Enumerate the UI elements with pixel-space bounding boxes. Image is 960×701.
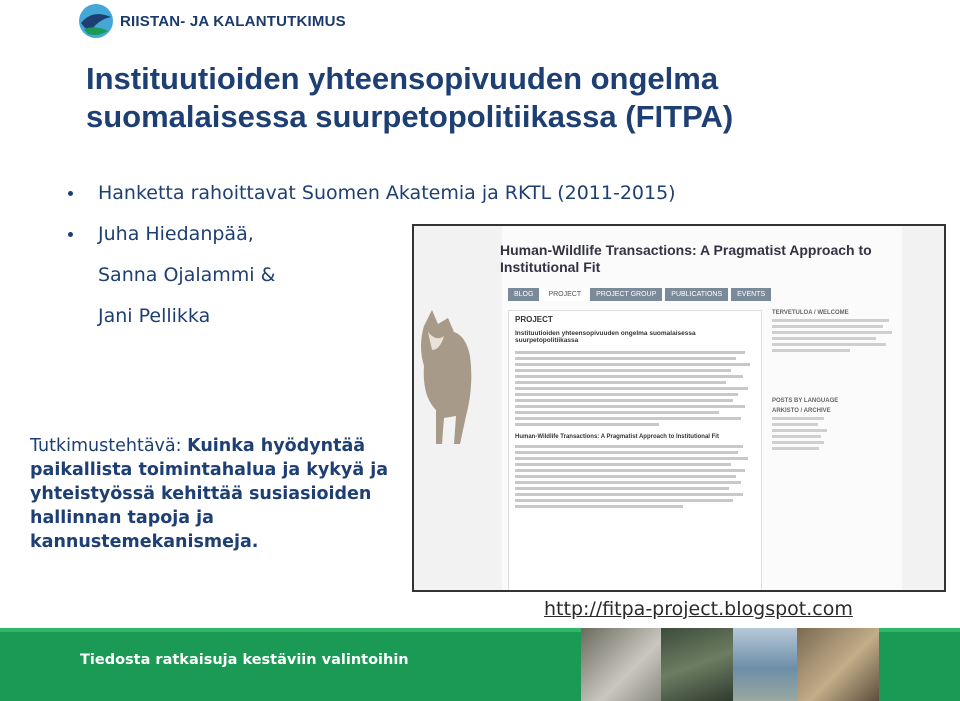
footer-tagline: Tiedosta ratkaisuja kestäviin valintoihin <box>80 652 409 668</box>
blog-screenshot <box>412 224 946 592</box>
post-section-en: Human-Wildlife Transactions: A Pragmatist Approach to Institutional Fit <box>515 434 719 440</box>
blog-title: Human-Wildlife Transactions: A Pragmatist Approach to Institutional Fit <box>500 242 872 275</box>
footer-photos <box>581 628 879 701</box>
project-url-link[interactable]: http://fitpa-project.blogspot.com <box>544 598 853 620</box>
task-line-1: Kuinka hyödyntää <box>187 436 366 456</box>
footer-bar <box>0 628 960 701</box>
org-name: RIISTAN- JA KALANTUTKIMUS <box>120 12 346 30</box>
bullet-funding: Hanketta rahoittavat Suomen Akatemia ja RKTL (2011-2015) <box>68 182 676 205</box>
title-line-2: suomalaisessa suurpetopolitiikassa (FITPA) <box>86 99 734 134</box>
post-body-fi <box>509 346 761 431</box>
research-task <box>30 434 410 554</box>
footer-photo-forest <box>661 628 733 701</box>
task-prefix: Tutkimustehtävä: <box>30 436 188 456</box>
side-welcome-text <box>772 319 902 352</box>
blog-post <box>508 310 762 592</box>
org-logo <box>78 2 346 40</box>
footer-photo-fish <box>733 628 797 701</box>
post-title: Instituutioiden yhteensopivuuden ongelma suomalaisessa suurpetopolitiikassa <box>515 330 696 344</box>
side-archive-list <box>772 417 902 450</box>
task-line-4: hallinnan tapoja ja <box>30 508 214 528</box>
person-2: Sanna Ojalammi & <box>98 264 276 286</box>
footer-photo-wolf <box>797 628 879 701</box>
task-line-5: kannustemekanismeja. <box>30 532 259 552</box>
nav-events[interactable]: EVENTS <box>731 288 771 301</box>
post-heading: PROJECT <box>515 315 553 324</box>
side-archive: ARKISTO / ARCHIVE <box>772 408 831 414</box>
footer-photo-reindeer <box>581 628 661 701</box>
blog-nav <box>508 288 771 301</box>
side-welcome: TERVETULOA / WELCOME <box>772 310 849 316</box>
fish-logo-icon <box>78 3 114 39</box>
person-3: Jani Pellikka <box>98 305 211 327</box>
title-line-1: Instituutioiden yhteensopivuuden ongelma <box>86 61 719 96</box>
nav-project-group[interactable]: PROJECT GROUP <box>590 288 662 301</box>
nav-blog[interactable]: BLOG <box>508 288 539 301</box>
person-1: Juha Hiedanpää, <box>98 223 254 245</box>
blog-sidebar <box>772 310 902 592</box>
nav-publications[interactable]: PUBLICATIONS <box>665 288 728 301</box>
task-line-2: paikallista toimintahalua ja kykyä ja <box>30 460 389 480</box>
side-language: POSTS BY LANGUAGE <box>772 398 839 404</box>
wolf-image-icon <box>414 306 486 446</box>
nav-project[interactable]: PROJECT <box>542 288 587 301</box>
post-body-en <box>509 440 761 513</box>
task-line-3: yhteistyössä kehittää susiasioiden <box>30 484 372 504</box>
slide-title <box>86 60 906 136</box>
